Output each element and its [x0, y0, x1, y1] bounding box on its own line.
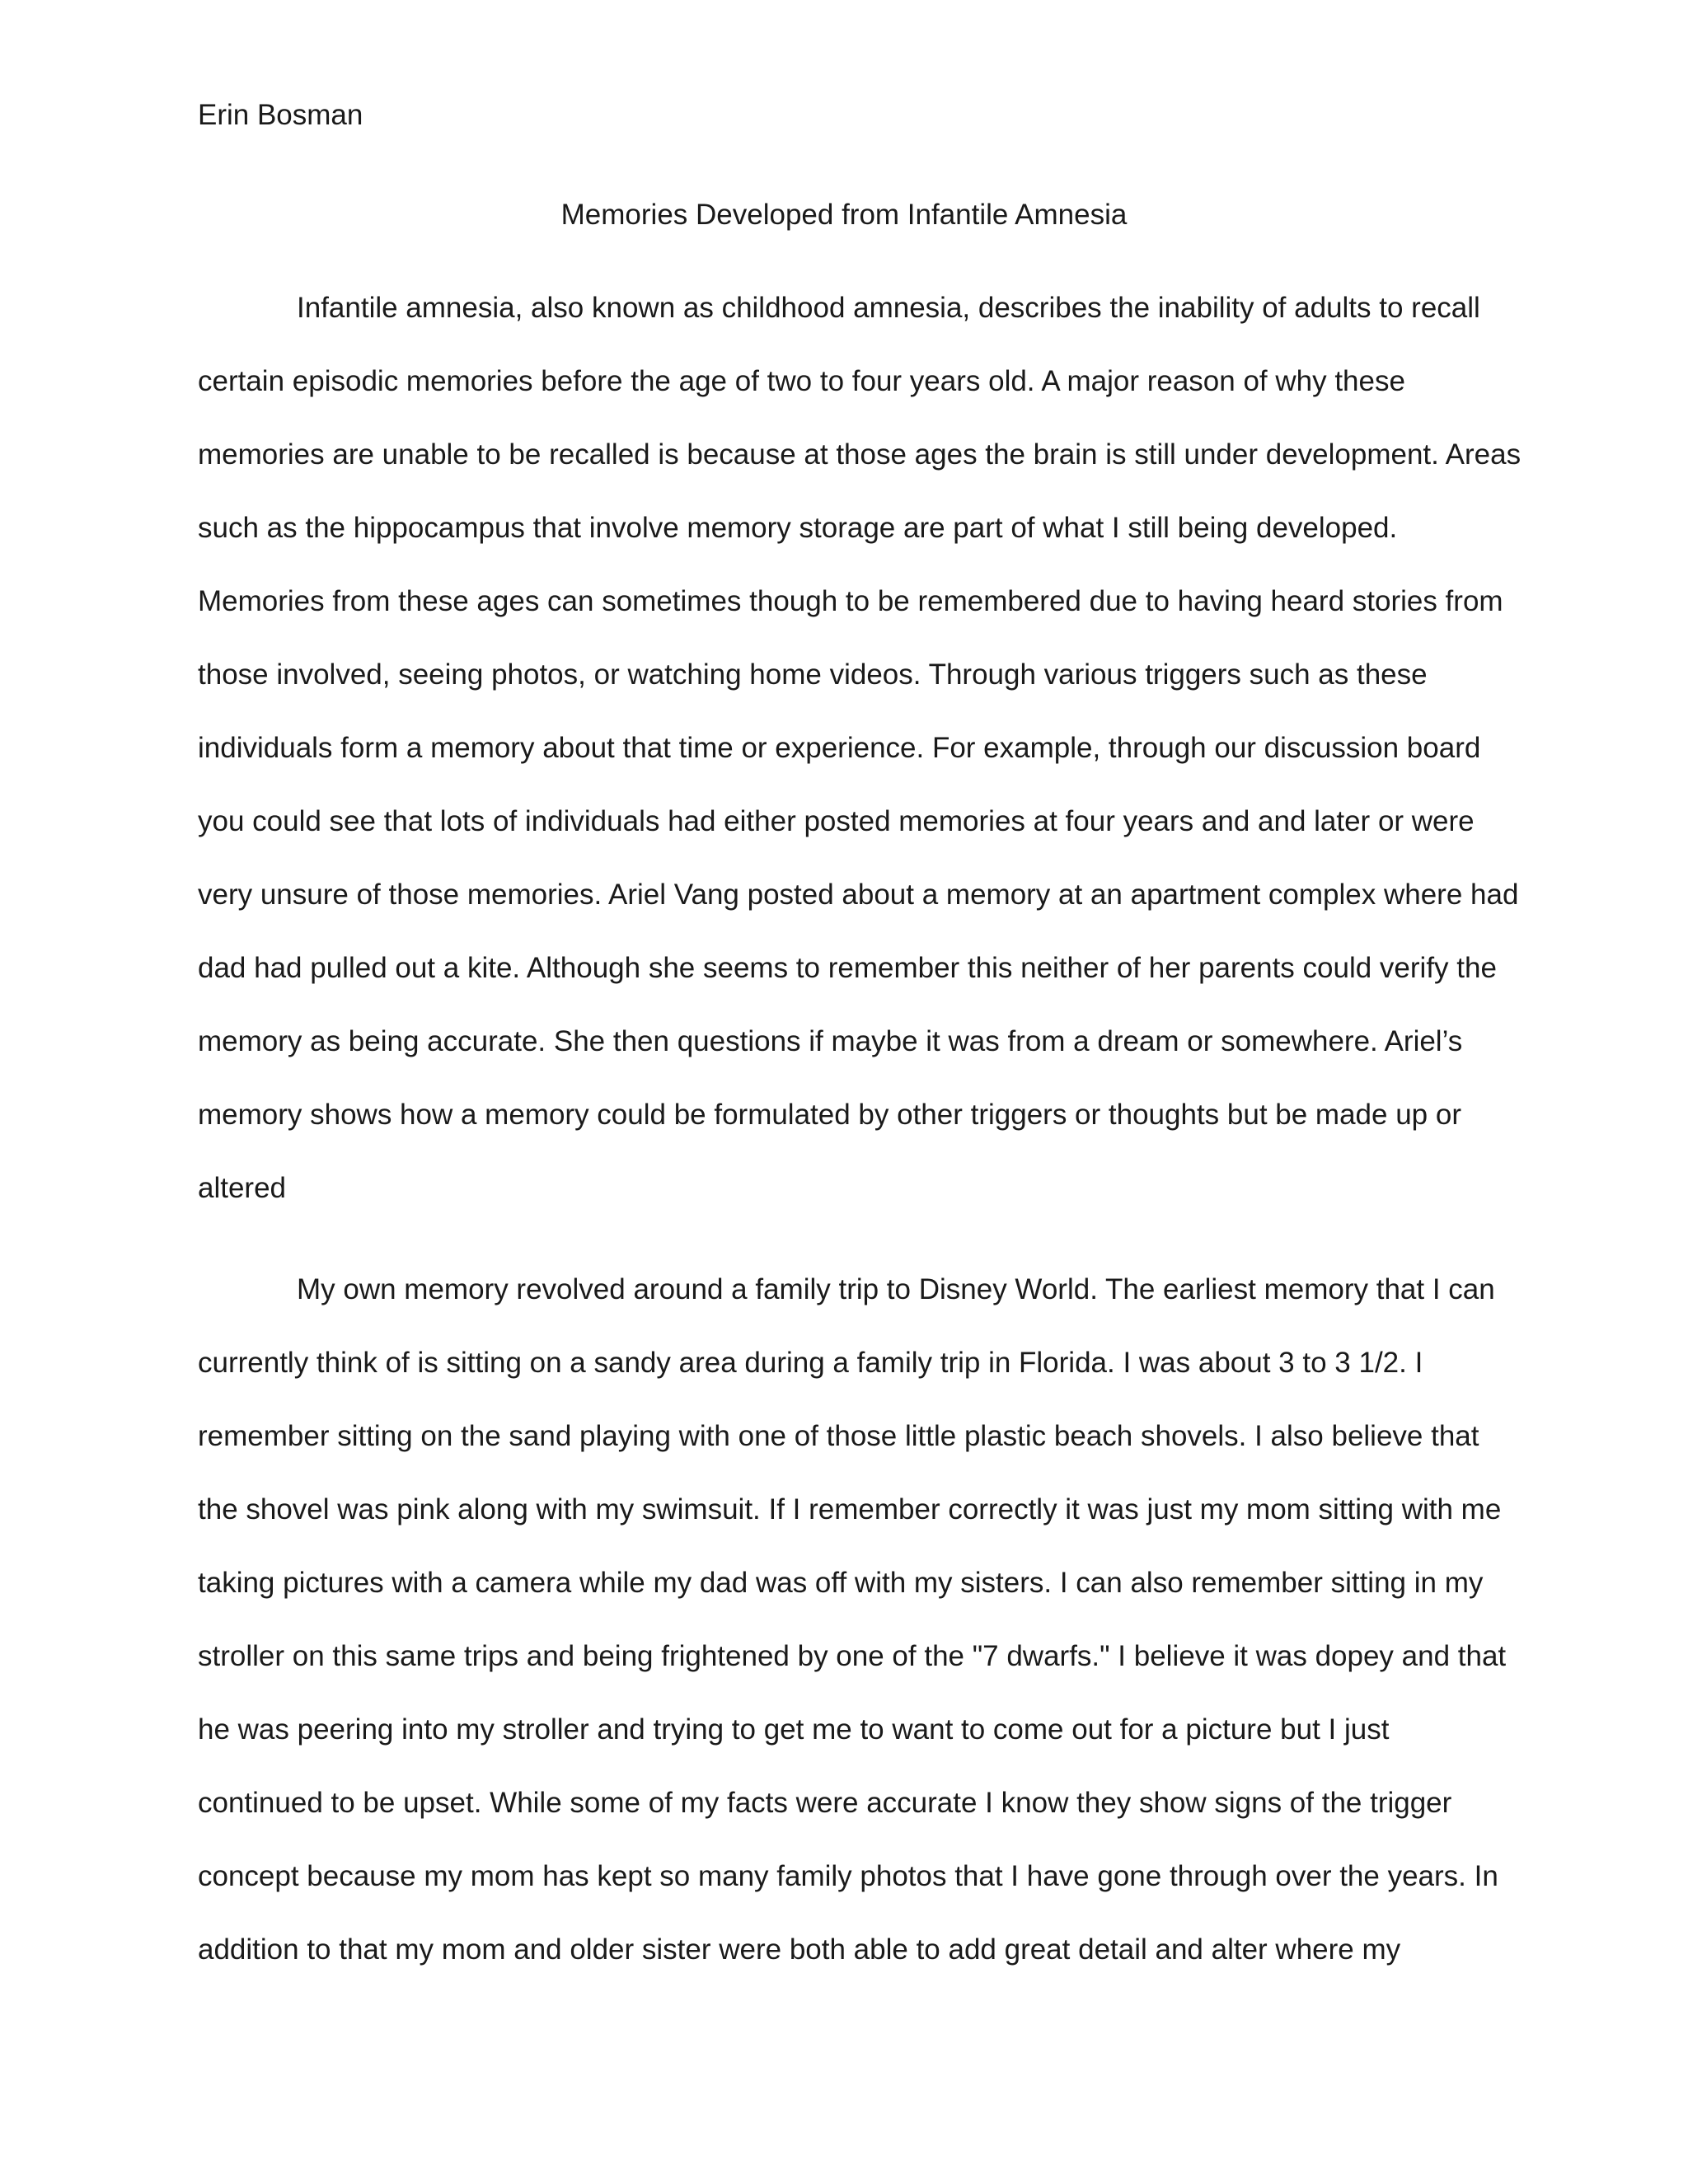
paragraph-line: concept because my mom has kept so many family photos that I have gone through over the years. In [198, 1860, 1498, 1892]
paragraph-line: altered [198, 1172, 287, 1204]
paragraph-line: My own memory revolved around a family trip to Disney World. The earliest memory that I can [297, 1273, 1495, 1305]
paragraph-line: Memories from these ages can sometimes though to be remembered due to having heard stories from [198, 585, 1503, 617]
paragraph-line: you could see that lots of individuals had either posted memories at four years and and later or were [198, 805, 1475, 837]
paragraph-line: taking pictures with a camera while my dad was off with my sisters. I can also remember sitting in my [198, 1567, 1484, 1599]
paragraph-1 [198, 290, 1522, 1244]
paragraph-line: certain episodic memories before the age of two to four years old. A major reason of why these [198, 365, 1405, 397]
essay-title: Memories Developed from Infantile Amnesia [560, 199, 1128, 231]
paragraph-line: Infantile amnesia, also known as childhood amnesia, describes the inability of adults to recall [297, 292, 1480, 324]
paragraph-line: addition to that my mom and older sister were both able to add great detail and alter where my [198, 1933, 1401, 1966]
paragraph-line: dad had pulled out a kite. Although she seems to remember this neither of her parents could verify the [198, 952, 1497, 984]
paragraph-2 [198, 1272, 1507, 2005]
paragraph-line: he was peering into my stroller and trying to get me to want to come out for a picture but I just [198, 1713, 1390, 1746]
paragraph-line: continued to be upset. While some of my facts were accurate I know they show signs of the trigger [198, 1787, 1452, 1819]
paragraph-line: very unsure of those memories. Ariel Vang posted about a memory at an apartment complex where had [198, 879, 1519, 911]
paragraph-line: those involved, seeing photos, or watching home videos. Through various triggers such as these [198, 658, 1428, 691]
paragraph-line: currently think of is sitting on a sandy area during a family trip in Florida. I was about 3 to 3 1/2. I [198, 1347, 1423, 1379]
paragraph-line: such as the hippocampus that involve memory storage are part of what I still being developed. [198, 512, 1398, 544]
paragraph-line: stroller on this same trips and being frightened by one of the "7 dwarfs." I believe it was dopey and that [198, 1640, 1507, 1672]
paragraph-line: the shovel was pink along with my swimsuit. If I remember correctly it was just my mom sitting with me [198, 1493, 1502, 1526]
author-name: Erin Bosman [198, 99, 363, 131]
paragraph-line: memories are unable to be recalled is because at those ages the brain is still under development. Areas [198, 438, 1522, 471]
paragraph-line: individuals form a memory about that time or experience. For example, through our discussion board [198, 732, 1481, 764]
paragraph-line: memory shows how a memory could be formulated by other triggers or thoughts but be made up or [198, 1099, 1461, 1131]
paragraph-line: remember sitting on the sand playing with one of those little plastic beach shovels. I also believe that [198, 1420, 1479, 1452]
paragraph-line: memory as being accurate. She then questions if maybe it was from a dream or somewhere. Ariel’s [198, 1025, 1463, 1057]
